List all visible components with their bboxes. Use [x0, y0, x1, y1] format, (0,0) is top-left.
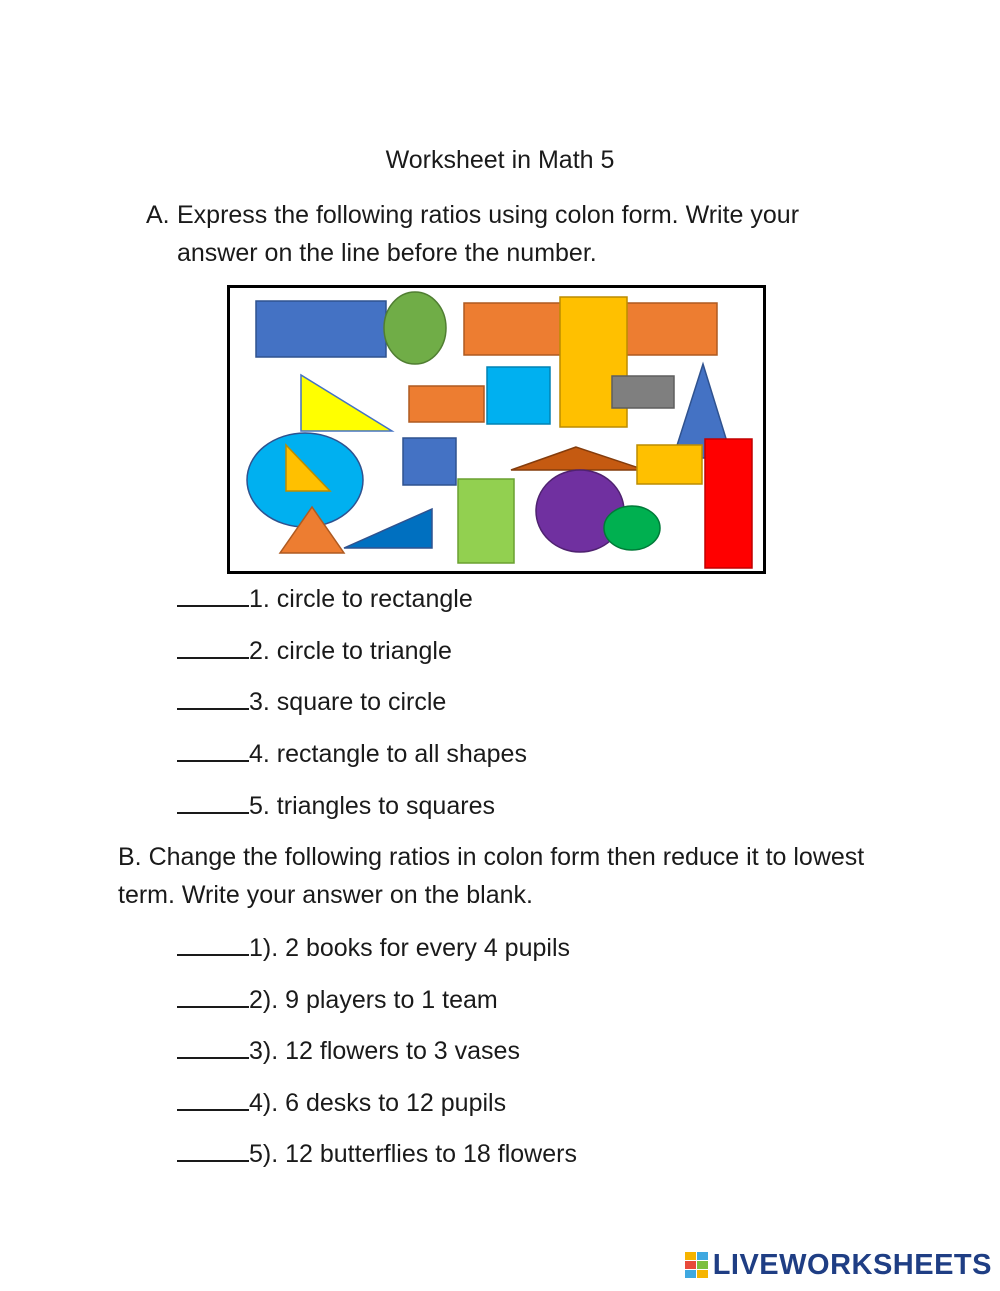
shapes-illustration — [227, 285, 766, 574]
answer-blank[interactable] — [177, 686, 249, 710]
answer-blank[interactable] — [177, 1035, 249, 1059]
green-circle — [384, 292, 446, 364]
section-a-marker: A. — [146, 201, 170, 229]
worksheet-title: Worksheet in Math 5 — [385, 146, 615, 174]
lime-rectangle — [458, 479, 514, 563]
answer-blank[interactable] — [177, 1138, 249, 1162]
section-a-item-3: 3. square to circle — [177, 686, 446, 717]
red-rectangle-tall — [705, 439, 752, 568]
answer-blank[interactable] — [177, 790, 249, 814]
section-b-item-1: 1). 2 books for every 4 pupils — [177, 932, 570, 963]
answer-blank[interactable] — [177, 738, 249, 762]
section-b-item-3: 3). 12 flowers to 3 vases — [177, 1035, 520, 1066]
section-a-item-1: 1. circle to rectangle — [177, 583, 473, 614]
section-b-instruction: B. Change the following ratios in colon form then reduce it to lowest term. Write your answer on the blank. — [118, 843, 865, 909]
orange-rectangle-small — [409, 386, 484, 422]
gray-rectangle — [612, 376, 674, 408]
section-b-item-4: 4). 6 desks to 12 pupils — [177, 1087, 506, 1118]
gold-rectangle-small — [637, 445, 702, 484]
answer-blank[interactable] — [177, 1087, 249, 1111]
section-a-instruction: Express the following ratios using colon form. Write your answer on the line before the number. — [177, 201, 800, 267]
blue-square — [403, 438, 456, 485]
blocks-icon — [685, 1252, 709, 1278]
section-a-item-2: 2. circle to triangle — [177, 635, 452, 666]
sky-square — [487, 367, 550, 424]
section-a-item-5: 5. triangles to squares — [177, 790, 495, 821]
answer-blank[interactable] — [177, 932, 249, 956]
answer-blank[interactable] — [177, 635, 249, 659]
liveworksheets-logo[interactable] — [685, 1247, 992, 1283]
section-b-item-2: 2). 9 players to 1 team — [177, 984, 498, 1015]
answer-blank[interactable] — [177, 984, 249, 1008]
answer-blank[interactable] — [177, 583, 249, 607]
section-a-item-4: 4. rectangle to all shapes — [177, 738, 527, 769]
section-b-item-5: 5). 12 butterflies to 18 flowers — [177, 1138, 577, 1169]
darkgreen-circle — [604, 506, 660, 550]
logo-text: LIVEWORKSHEETS — [712, 1248, 992, 1281]
blue-rectangle — [256, 301, 386, 357]
